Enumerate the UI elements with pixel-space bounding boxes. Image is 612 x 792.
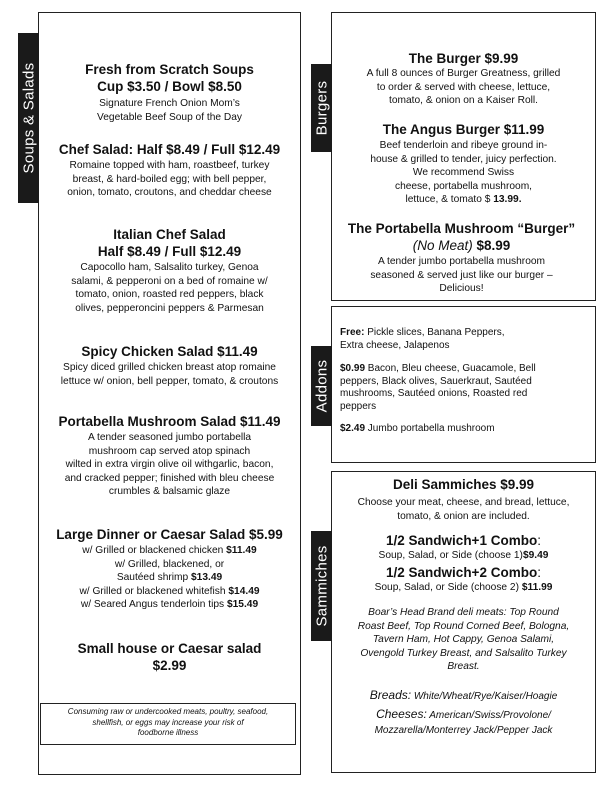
combo-1-title: 1/2 Sandwich+1 Combo: [386, 533, 541, 548]
breads-cheeses-list: Breads: White/Wheat/Rye/Kaiser/Hoagie Cheeses: American/Swiss/Provolone/ Mozzarella/Monterrey Jack/Pepper Jack [369, 688, 558, 736]
portabella-salad-item [39, 413, 300, 499]
angus-burger-title: The Angus Burger $11.99 [382, 122, 545, 137]
price: $15.49 [226, 599, 259, 610]
deli-sammiches-desc: Choose your meat, cheese, and bread, lettuce, tomato, & onion are included. [357, 497, 570, 522]
portabella-salad-desc: A tender seasoned jumbo portabella mushroom cap served atop spinach wilted in extra virgin olive oil withgarlic, bacon, and cracked pepper; finished with bleu cheese crumbles & balsamic glaze [64, 432, 275, 497]
small-salad-item [39, 640, 300, 674]
spicy-chicken-desc: Spicy diced grilled chicken breast atop romaine lettuce w/ onion, bell pepper, tomato, & croutons [60, 362, 279, 387]
price: $14.49 [228, 585, 260, 597]
price: $11.49 [226, 545, 257, 556]
soups-price: Cup $3.50 / Bowl $8.50 [97, 79, 242, 94]
italian-chef-title: Italian Chef Salad [113, 227, 226, 242]
small-salad-price: $2.99 [152, 658, 187, 673]
chef-salad-item [39, 141, 300, 200]
burgers-tab [311, 64, 332, 152]
chef-salad-desc: Romaine topped with ham, roastbeef, turkey breast, & hard-boiled egg; with bell pepper, onion, tomato, croutons, and cheddar cheese [67, 160, 272, 198]
addons-label: Addons [313, 359, 330, 413]
portabella-burger-item [328, 220, 595, 296]
portabella-burger-desc: A tender jumbo portabella mushroom seasoned & served just like our burger – Delicious! [370, 256, 553, 294]
addon-free: Free: Pickle slices, Banana Peppers, Extra cheese, Jalapenos [340, 327, 505, 351]
deli-meats-list: Boar’s Head Brand deli meats: Top Round Roast Beef, Top Round Corned Beef, Bologna, Tavern Ham, Hot Cappy, Genoa Salami, Ovengold Turkey Breast, and Salsalito Turkey Breast. [357, 607, 570, 672]
addons-tab [311, 346, 332, 426]
sammiches-label: Sammiches [313, 545, 330, 627]
burger-title: The Burger $9.99 [408, 51, 519, 66]
italian-chef-desc: Capocollo ham, Salsalito turkey, Genoa salami, & pepperoni on a bed of romaine w/ tomato, onion, roasted red peppers, black olives, pepperoncini peppers & Parmesan [71, 262, 268, 314]
combo-2-title: 1/2 Sandwich+2 Combo: [386, 565, 541, 580]
price: $9.49 [522, 550, 549, 561]
price: $13.49 [191, 572, 223, 583]
addon-249: $2.49 Jumbo portabella mushroom [340, 423, 495, 434]
chef-salad-title: Chef Salad: Half $8.49 / Full $12.49 [58, 142, 281, 157]
soups-salads-tab [18, 33, 39, 203]
angus-burger-desc: Beef tenderloin and ribeye ground in- house & grilled to tender, juicy perfection. We recommend Swiss cheese, portabella mushroom, lettuce, & tomato $ 13.99. [370, 140, 557, 205]
soups-salads-label: Soups & Salads [20, 62, 37, 174]
italian-chef-salad-item [39, 226, 300, 315]
soups-salads-panel [38, 12, 301, 775]
dinner-salad-item [39, 526, 300, 612]
price: 13.99. [493, 194, 522, 205]
angus-burger-item [332, 121, 595, 207]
burgers-panel [331, 12, 596, 301]
deli-sammiches-item [332, 476, 595, 523]
soups-title: Fresh from Scratch Soups [85, 62, 254, 77]
burgers-label: Burgers [313, 80, 330, 136]
portabella-burger-title: The Portabella Mushroom “Burger” [347, 221, 576, 236]
portabella-burger-price: (No Meat) $8.99 [412, 238, 511, 253]
dinner-salad-title: Large Dinner or Caesar Salad $5.99 [56, 527, 283, 542]
sammiches-panel [331, 471, 596, 773]
sammiches-tab [311, 531, 332, 641]
burger-desc: A full 8 ounces of Burger Greatness, grilled to order & served with cheese, lettuce, tomato, & onion on a Kaiser Roll. [366, 68, 561, 106]
food-safety-notice: Consuming raw or undercooked meats, poultry, seafood, shellfish, or eggs may increase your risk of foodborne illness [40, 703, 296, 745]
portabella-salad-title: Portabella Mushroom Salad $11.49 [58, 414, 281, 429]
deli-sammiches-title: Deli Sammiches $9.99 [392, 477, 535, 492]
combo-2-item: 1/2 Sandwich+2 Combo: Soup, Salad, or Side (choose 2) $11.99 [332, 564, 595, 595]
burger-item [332, 50, 595, 108]
soups-desc: Signature French Onion Mom’s Vegetable Beef Soup of the Day [97, 98, 242, 123]
soups-item [39, 61, 300, 124]
spicy-chicken-salad-item [39, 343, 300, 388]
small-salad-title: Small house or Caesar salad [77, 641, 262, 656]
combo-1-item: 1/2 Sandwich+1 Combo: Soup, Salad, or Side (choose 1)$9.49 [332, 532, 595, 563]
italian-chef-price: Half $8.49 / Full $12.49 [97, 244, 242, 259]
price: $11.99 [521, 582, 553, 593]
addon-099: $0.99 Bacon, Bleu cheese, Guacamole, Bell peppers, Black olives, Sauerkraut, Sautéed mushrooms, Sautéed onions, Roasted red peppers [340, 363, 536, 412]
addons-panel [331, 306, 596, 463]
dinner-salad-options: w/ Grilled or blackened chicken $11.49 w/ Grilled, blackened, or Sautéed shrimp $13.49 w/ Grilled or blackened whitefish $14.49 w/ Seared Angus tenderloin tips $15.49 [79, 545, 260, 610]
spicy-chicken-title: Spicy Chicken Salad $11.49 [81, 344, 258, 359]
